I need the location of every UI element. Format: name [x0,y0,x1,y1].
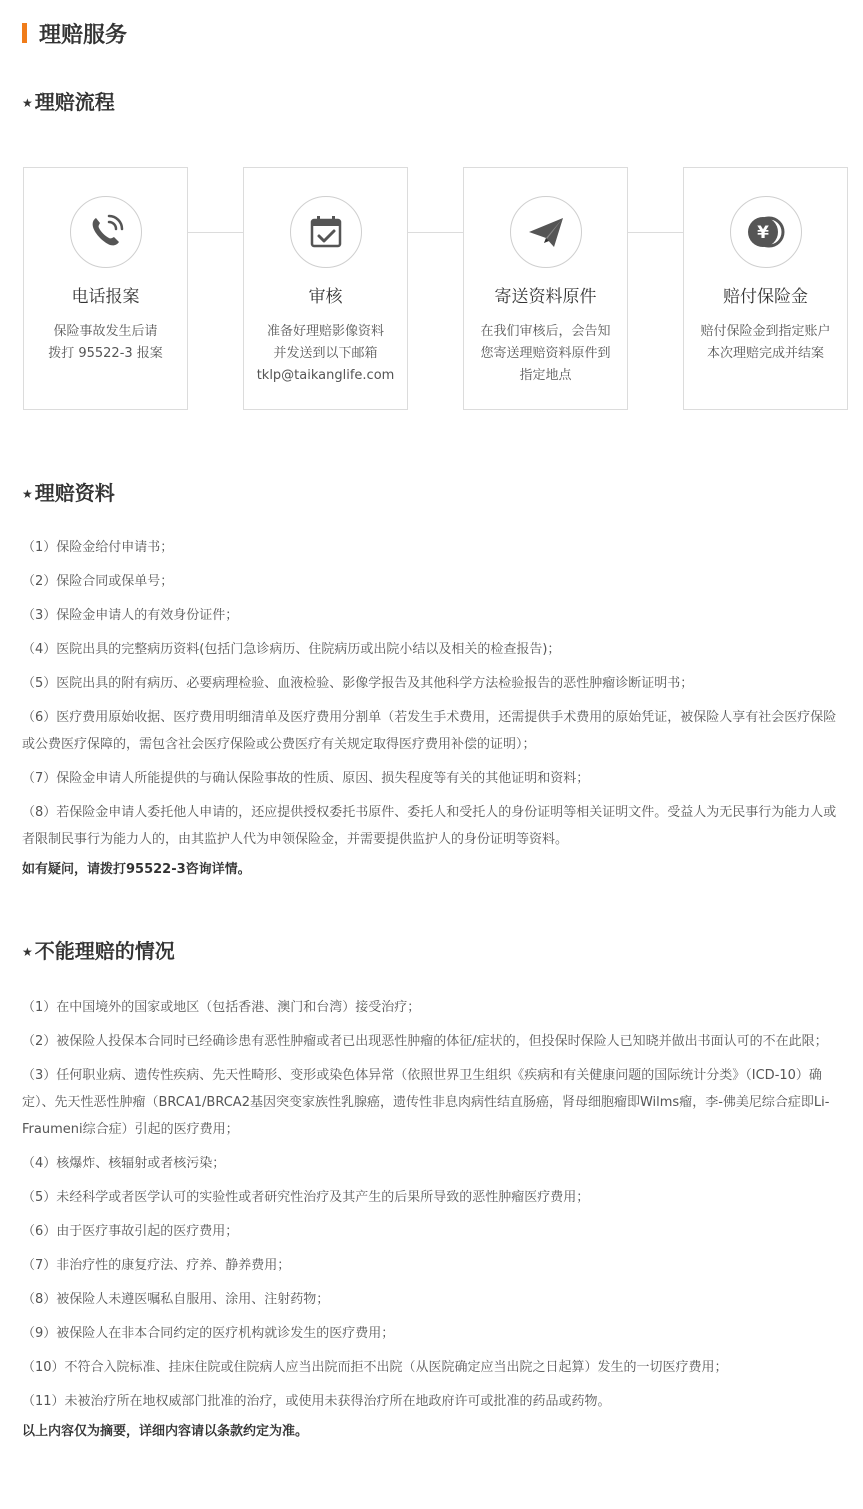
accent-bar [22,23,27,43]
page-title: 理赔服务 [39,22,128,48]
list-item: （8）若保险金申请人委托他人申请的，还应提供授权委托书原件、委托人和受托人的身份证明等相关证明文件。受益人为无民事行为能力人或者限制民事行为能力人的，由其监护人代为申领保险金，并需要提供监护人的身份证明等资料。 [22,805,837,847]
exclusions-list [22,994,848,1442]
materials-list [22,534,848,880]
list-item: （2）被保险人投保本合同时已经确诊患有恶性肿瘤或者已出现恶性肿瘤的体征/症状的，但投保时保险人已知晓并做出书面认可的不在此限； [22,1034,828,1049]
step-desc-line: 本次理赔完成并结案 [706,346,824,361]
step-desc-line: 指定地点 [519,368,572,383]
section-title-text: 理赔资料 [34,481,115,505]
step-desc-line: 您寄送理赔资料原件到 [480,346,611,361]
step-desc-line: 在我们审核后，会告知 [480,324,611,339]
star-icon: ★ [22,96,33,110]
section-title-text: 不能理赔的情况 [34,939,175,963]
list-item: （4）核爆炸、核辐射或者核污染； [22,1156,226,1171]
list-item: （5）未经科学或者医学认可的实验性或者研究性治疗及其产生的后果所导致的恶性肿瘤医疗费用； [22,1190,590,1205]
step-connector [188,232,243,233]
star-icon: ★ [22,487,33,501]
step-desc [464,321,627,387]
step-desc [684,321,847,365]
section-title-materials [22,477,115,506]
step-desc-line: 并发送到以下邮箱 [273,346,378,361]
list-item: （9）被保险人在非本合同约定的医疗机构就诊发生的医疗费用； [22,1326,395,1341]
step-desc-line: 准备好理赔影像资料 [266,324,384,339]
star-icon: ★ [22,945,33,959]
section-title-process [22,86,115,115]
list-item: （3）任何职业病、遗传性疾病、先天性畸形、变形或染色体异常（依照世界卫生组织《疾病和有关健康问题的国际统计分类》（ICD-10）确定）、先天性恶性肿瘤（BRCA1/BRCA2基因突变家族性乳腺癌，遗传性非息肉病性结直肠癌，肾母细胞瘤即Wilms瘤，李-佛美尼综合症即Li-Fraumeni综合症）引起的医疗费用； [22,1068,830,1137]
step-desc [24,321,187,365]
step-title: 赔付保险金 [723,287,808,307]
step-connector [628,232,683,233]
step-card-mail [463,167,628,410]
list-item: （6）由于医疗事故引起的医疗费用； [22,1224,239,1239]
phone-icon [70,196,142,268]
list-item: （8）被保险人未遵医嘱私自服用、涂用、注射药物； [22,1292,330,1307]
step-title: 电话报案 [71,287,140,307]
section-title-exclusions [22,935,175,964]
step-desc-line: 赔付保险金到指定账户 [700,324,831,339]
step-desc-line: 保险事故发生后请 [53,324,158,339]
step-title: 寄送资料原件 [494,287,597,307]
step-desc [244,321,407,387]
list-item: （7）保险金申请人所能提供的与确认保险事故的性质、原因、损失程度等有关的其他证明和资料； [22,771,590,786]
yen-coin-icon [730,196,802,268]
list-item: （1）在中国境外的国家或地区（包括香港、澳门和台湾）接受治疗； [22,1000,421,1015]
list-item: （3）保险金申请人的有效身份证件； [22,608,239,623]
list-item: （4）医院出具的完整病历资料(包括门急诊病历、住院病历或出院小结以及相关的检查报告)； [22,642,561,657]
section-title-text: 理赔流程 [34,90,115,114]
list-item: （5）医院出具的附有病历、必要病理检验、血液检验、影像学报告及其他科学方法检验报告的恶性肿瘤诊断证明书； [22,676,694,691]
list-item: （11）未被治疗所在地权威部门批准的治疗，或使用未获得治疗所在地政府许可或批准的药品或药物。 [22,1394,611,1409]
step-card-review [243,167,408,410]
contact-note: 如有疑问，请拨打95522-3咨询详情。 [22,862,251,877]
list-item: （1）保险金给付申请书； [22,540,174,555]
claim-steps [23,167,848,410]
calendar-check-icon [290,196,362,268]
list-item: （10）不符合入院标准、挂床住院或住院病人应当出院而拒不出院（从医院确定应当出院之日起算）发生的一切医疗费用； [22,1360,728,1375]
list-item: （2）保险合同或保单号； [22,574,174,589]
summary-note: 以上内容仅为摘要，详细内容请以条款约定为准。 [22,1424,309,1439]
step-desc-line: 拨打 95522-3 报案 [48,346,163,361]
list-item: （7）非治疗性的康复疗法、疗养、静养费用； [22,1258,291,1273]
step-connector [408,232,463,233]
step-title: 审核 [308,287,343,307]
paper-plane-icon [510,196,582,268]
step-card-report [23,167,188,410]
step-desc-line: tklp@taikanglife.com [256,368,395,383]
svg-text:¥: ¥ [756,223,769,243]
page-header [22,18,127,48]
step-card-payout [683,167,848,410]
list-item: （6）医疗费用原始收据、医疗费用明细清单及医疗费用分割单（若发生手术费用，还需提供手术费用的原始凭证，被保险人享有社会医疗保险或公费医疗保障的，需包含社会医疗保险或公费医疗有关规定取得医疗费用补偿的证明）； [22,710,837,752]
